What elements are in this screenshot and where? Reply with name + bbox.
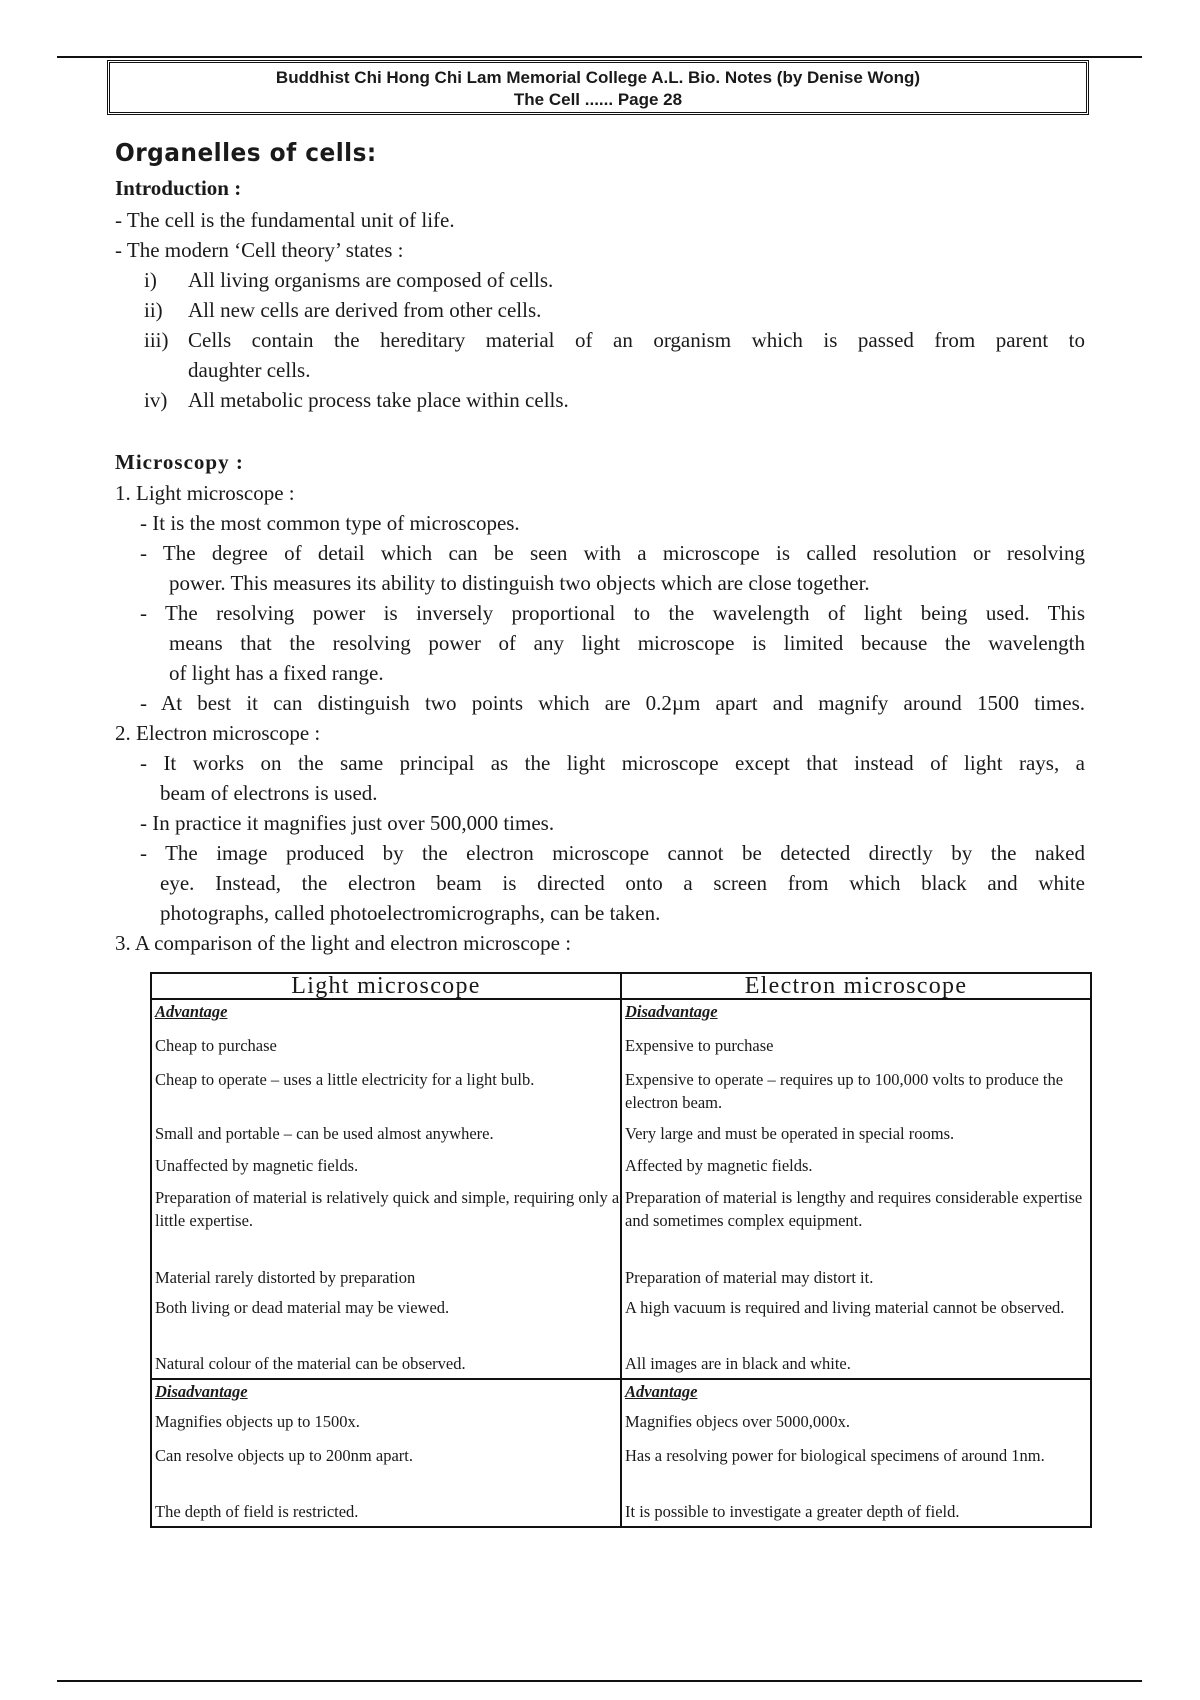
light-microscope-title: 1. Light microscope :	[115, 481, 295, 505]
light-point: - At best it can distinguish two points which are 0.2µm apart and magnify around 1500 times.	[140, 691, 1085, 715]
table-row	[151, 1122, 1091, 1154]
intro-bullet: - The cell is the fundamental unit of life.	[115, 208, 455, 232]
header-line-1: Buddhist Chi Hong Chi Lam Memorial College A.L. Bio. Notes (by Denise Wong)	[275, 68, 921, 87]
theory-point-text: All metabolic process take place within cells.	[188, 388, 569, 412]
introduction-heading: Introduction :	[115, 176, 242, 200]
group-label-electron: Advantage	[621, 1379, 1091, 1406]
table-cell: Material rarely distorted by preparation	[151, 1266, 621, 1296]
electron-microscope-title: 2. Electron microscope :	[115, 721, 321, 745]
table-cell: All images are in black and white.	[621, 1352, 1091, 1379]
table-row	[151, 1266, 1091, 1296]
table-cell: Very large and must be operated in special rooms.	[621, 1122, 1091, 1154]
light-point: - The resolving power is inversely proportional to the wavelength of light being used. This	[140, 601, 1085, 625]
table-cell: Magnifies objecs over 5000,000x.	[621, 1406, 1091, 1444]
table-cell: Cheap to purchase	[151, 1026, 621, 1068]
comparison-table	[150, 972, 1092, 1528]
table-row	[151, 1352, 1091, 1379]
theory-point-text: Cells contain the hereditary material of an organism which is passed from parent to	[188, 328, 1085, 352]
light-point: - It is the most common type of microscopes.	[140, 511, 520, 535]
theory-point-number: iv)	[144, 388, 168, 412]
theory-point-text: All new cells are derived from other cells.	[188, 298, 542, 322]
table-cell: The depth of field is restricted.	[151, 1500, 621, 1527]
top-rule	[57, 56, 1142, 58]
table-cell: Preparation of material may distort it.	[621, 1266, 1091, 1296]
table-row	[151, 1154, 1091, 1186]
table-row	[151, 1444, 1091, 1500]
table-row	[151, 1406, 1091, 1444]
table-cell: Preparation of material is lengthy and requires considerable expertise and sometimes complex equipment.	[621, 1186, 1091, 1266]
table-row	[151, 1026, 1091, 1068]
table-cell: It is possible to investigate a greater depth of field.	[621, 1500, 1091, 1527]
comparison-title: 3. A comparison of the light and electron microscope :	[115, 931, 572, 955]
group-label-light: Advantage	[151, 999, 621, 1026]
table-row	[151, 1068, 1091, 1122]
light-point: - The degree of detail which can be seen with a microscope is called resolution or resolving	[140, 541, 1085, 565]
page-title: Organelles of cells:	[115, 138, 377, 167]
table-cell: Expensive to operate – requires up to 100,000 volts to produce the electron beam.	[621, 1068, 1091, 1122]
group-label-light: Disadvantage	[151, 1379, 621, 1406]
microscopy-heading: Microscopy :	[115, 450, 244, 474]
table-header-row	[151, 973, 1091, 999]
group-label-electron: Disadvantage	[621, 999, 1091, 1026]
table-cell: Magnifies objects up to 1500x.	[151, 1406, 621, 1444]
table-cell: A high vacuum is required and living material cannot be observed.	[621, 1296, 1091, 1352]
table-cell: Cheap to operate – uses a little electricity for a light bulb.	[151, 1068, 621, 1122]
table-cell: Expensive to purchase	[621, 1026, 1091, 1068]
electron-point: - The image produced by the electron microscope cannot be detected directly by the naked	[140, 841, 1085, 865]
electron-point-continuation: beam of electrons is used.	[160, 781, 378, 805]
table-cell: Small and portable – can be used almost anywhere.	[151, 1122, 621, 1154]
table-cell: Natural colour of the material can be observed.	[151, 1352, 621, 1379]
theory-point-number: iii)	[144, 328, 169, 352]
table-cell: Affected by magnetic fields.	[621, 1154, 1091, 1186]
theory-point-number: i)	[144, 268, 157, 292]
bottom-rule	[57, 1680, 1142, 1682]
table-cell: Both living or dead material may be viewed.	[151, 1296, 621, 1352]
group-label-row	[151, 1379, 1091, 1406]
table-cell: Preparation of material is relatively quick and simple, requiring only a little expertise.	[151, 1186, 621, 1266]
table-row	[151, 1500, 1091, 1527]
page-header	[107, 60, 1089, 115]
column-header-light: Light microscope	[151, 973, 621, 999]
table-row	[151, 1186, 1091, 1266]
theory-point-text: All living organisms are composed of cells.	[188, 268, 554, 292]
electron-point: - In practice it magnifies just over 500,000 times.	[140, 811, 555, 835]
table-row	[151, 1296, 1091, 1352]
column-header-electron: Electron microscope	[621, 973, 1091, 999]
light-point-continuation: means that the resolving power of any light microscope is limited because the wavelength	[169, 631, 1085, 655]
electron-point-continuation: eye. Instead, the electron beam is directed onto a screen from which black and white	[160, 871, 1085, 895]
light-point-continuation: power. This measures its ability to distinguish two objects which are close together.	[169, 571, 870, 595]
group-label-row	[151, 999, 1091, 1026]
header-line-2: The Cell ...... Page 28	[513, 90, 683, 109]
electron-point-continuation: photographs, called photoelectromicrographs, can be taken.	[160, 901, 661, 925]
light-point-continuation: of light has a fixed range.	[169, 661, 384, 685]
intro-bullet: - The modern ‘Cell theory’ states :	[115, 238, 404, 262]
theory-point-number: ii)	[144, 298, 163, 322]
table-cell: Has a resolving power for biological specimens of around 1nm.	[621, 1444, 1091, 1500]
table-cell: Can resolve objects up to 200nm apart.	[151, 1444, 621, 1500]
theory-point-continuation: daughter cells.	[188, 358, 311, 382]
electron-point: - It works on the same principal as the light microscope except that instead of light rays, a	[140, 751, 1085, 775]
table-cell: Unaffected by magnetic fields.	[151, 1154, 621, 1186]
